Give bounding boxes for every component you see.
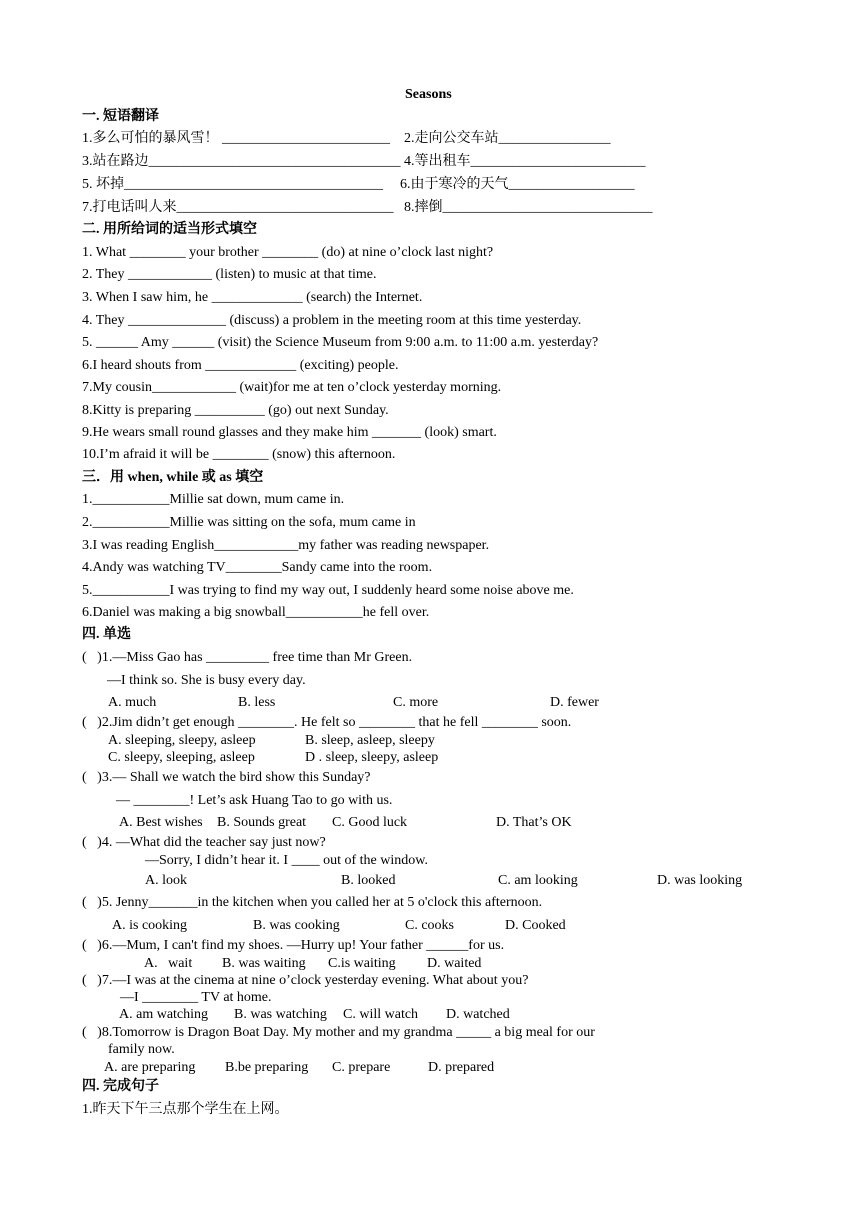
question-stem: ( )4. —What did the teacher say just now?: [82, 835, 326, 850]
question-line: family now.: [108, 1042, 175, 1057]
option-d: D. fewer: [550, 695, 599, 710]
conj-item: 1.___________Millie sat down, mum came in.: [82, 492, 345, 507]
option-a: A. Best wishes: [119, 815, 203, 830]
fill-item: 8.Kitty is preparing __________ (go) out next Sunday.: [82, 403, 389, 418]
option-b: B. was cooking: [253, 918, 340, 933]
phrase-item: 7.打电话叫人来_______________________________: [82, 200, 397, 215]
option-b: B. was watching: [234, 1007, 327, 1022]
option-d: D. watched: [446, 1007, 510, 1022]
conj-item: 3.I was reading English____________my father was reading newspaper.: [82, 538, 490, 553]
option-c: C. cooks: [405, 918, 454, 933]
section2-heading: 二. 用所给词的适当形式填空: [82, 222, 257, 237]
option-d: D. Cooked: [505, 918, 566, 933]
option-c: C. Good luck: [332, 815, 408, 830]
option-d: D. That’s OK: [496, 815, 572, 830]
option-d: D. waited: [427, 956, 482, 971]
question-stem: ( )1.—Miss Gao has _________ free time than Mr Green.: [82, 650, 413, 665]
option-c: C. sleepy, sleeping, asleep: [108, 750, 255, 765]
fill-item: 3. When I saw him, he _____________ (search) the Internet.: [82, 290, 423, 305]
option-a: A. wait: [144, 956, 193, 971]
option-b: B. less: [238, 695, 276, 710]
question-line: —I ________ TV at home.: [120, 990, 272, 1005]
question-stem: ( )7.—I was at the cinema at nine o’clock yesterday evening. What about you?: [82, 973, 529, 988]
fill-item: 9.He wears small round glasses and they make him _______ (look) smart.: [82, 425, 497, 440]
fill-item: 4. They ______________ (discuss) a problem in the meeting room at this time yesterday.: [82, 313, 582, 328]
conj-item: 2.___________Millie was sitting on the sofa, mum came in: [82, 515, 416, 530]
option-c: C. more: [393, 695, 439, 710]
conj-item: 6.Daniel was making a big snowball___________he fell over.: [82, 605, 430, 620]
question-stem: ( )3.— Shall we watch the bird show this Sunday?: [82, 770, 371, 785]
question-line: — ________! Let’s ask Huang Tao to go with us.: [116, 793, 393, 808]
option-d: D . sleep, sleepy, asleep: [305, 750, 439, 765]
fill-item: 10.I’m afraid it will be ________ (snow) this afternoon.: [82, 447, 396, 462]
option-c: C.is waiting: [328, 956, 396, 971]
phrase-item: 8.摔倒______________________________: [404, 200, 653, 215]
option-b: B. Sounds great: [217, 815, 307, 830]
phrase-item: 2.走向公交车站________________: [404, 131, 611, 146]
conj-item: 4.Andy was watching TV________Sandy came into the room.: [82, 560, 433, 575]
phrase-item: 1.多么可怕的暴风雪！ ________________________: [82, 131, 394, 146]
section4-heading: 四. 单选: [82, 627, 131, 642]
option-a: A. am watching: [119, 1007, 209, 1022]
option-a: A. is cooking: [112, 918, 188, 933]
question-stem: ( )5. Jenny_______in the kitchen when you called her at 5 o'clock this afternoon.: [82, 895, 543, 910]
fill-item: 1. What ________ your brother ________ (do) at nine o’clock last night?: [82, 245, 494, 260]
question-line: —I think so. She is busy every day.: [107, 673, 306, 688]
fill-item: 2. They ____________ (listen) to music at that time.: [82, 267, 377, 282]
phrase-item: 5. 坏掉_____________________________________: [82, 177, 387, 192]
option-b: B. sleep, asleep, sleepy: [305, 733, 435, 748]
option-a: A. are preparing: [104, 1060, 196, 1075]
option-c: C. will watch: [343, 1007, 419, 1022]
question-stem: ( )2.Jim didn’t get enough ________. He felt so ________ that he fell ________ soon.: [82, 715, 572, 730]
fill-item: 7.My cousin____________ (wait)for me at ten o’clock yesterday morning.: [82, 380, 502, 395]
fill-item: 6.I heard shouts from _____________ (exciting) people.: [82, 358, 399, 373]
section3-heading: 三．用 when, while 或 as 填空: [82, 470, 264, 485]
option-b: B.be preparing: [225, 1060, 309, 1075]
option-c: C. prepare: [332, 1060, 391, 1075]
question-stem: ( )6.—Mum, I can't find my shoes. —Hurry up! Your father ______for us.: [82, 938, 505, 953]
question-stem: ( )8.Tomorrow is Dragon Boat Day. My mother and my grandma _____ a big meal for our: [82, 1025, 595, 1040]
option-b: B. was waiting: [222, 956, 306, 971]
option-c: C. am looking: [498, 873, 578, 888]
conj-item: 5.___________I was trying to find my way out, I suddenly heard some noise above me.: [82, 583, 574, 598]
phrase-item: 3.站在路边____________________________________: [82, 154, 401, 169]
option-a: A. much: [108, 695, 157, 710]
option-b: B. looked: [341, 873, 396, 888]
section5-heading: 四. 完成句子: [82, 1079, 159, 1094]
page-title: Seasons: [405, 87, 452, 102]
question-line: —Sorry, I didn’t hear it. I ____ out of the window.: [145, 853, 428, 868]
option-d: D. was looking: [657, 873, 743, 888]
option-a: A. sleeping, sleepy, asleep: [108, 733, 256, 748]
option-d: D. prepared: [428, 1060, 495, 1075]
phrase-item: 6.由于寒冷的天气__________________: [400, 177, 635, 192]
fill-item: 5. ______ Amy ______ (visit) the Science Museum from 9:00 a.m. to 11:00 a.m. yesterday?: [82, 335, 599, 350]
phrase-item: 4.等出租车_________________________: [404, 154, 646, 169]
sentence-item: 1.昨天下午三点那个学生在上网。: [82, 1102, 289, 1117]
section1-heading: 一. 短语翻译: [82, 109, 159, 124]
option-a: A. look: [145, 873, 187, 888]
